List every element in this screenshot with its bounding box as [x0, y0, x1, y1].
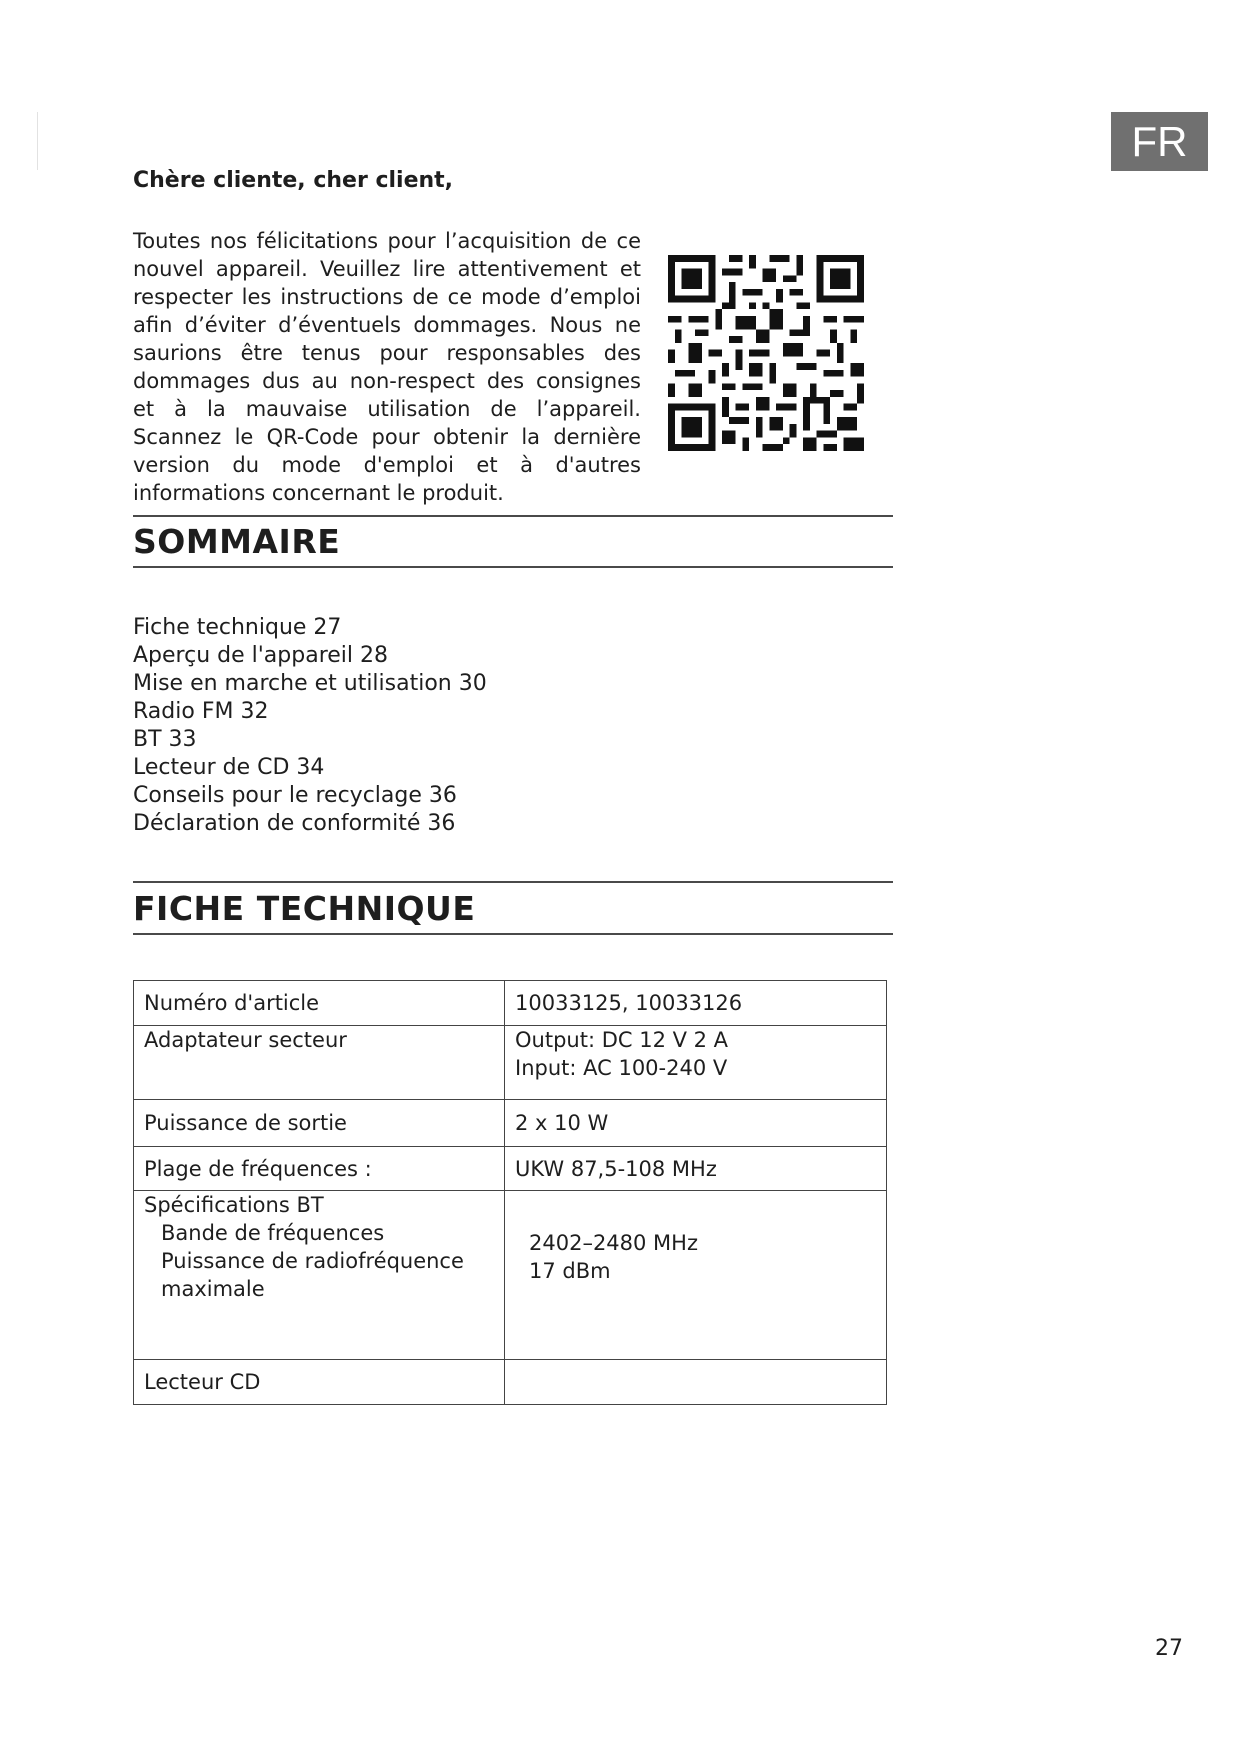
toc-item: Radio FM 32 [133, 699, 269, 724]
spec-label: Plage de fréquences : [134, 1147, 505, 1191]
spec-sublabel: Bande de fréquences [161, 1221, 385, 1245]
table-row [134, 1191, 887, 1360]
page-number: 27 [1155, 1636, 1183, 1661]
table-row [134, 1147, 887, 1191]
language-tab: FR [1111, 112, 1208, 171]
spec-value-cell [505, 1191, 887, 1360]
spec-value: 2402–2480 MHz [529, 1231, 698, 1255]
section-rule-top [133, 515, 893, 517]
toc-item: Conseils pour le recyclage 36 [133, 783, 457, 808]
section-rule-top [133, 881, 893, 883]
spec-value-cell [505, 1026, 887, 1100]
spec-label: Lecteur CD [134, 1360, 505, 1405]
spec-value: UKW 87,5-108 MHz [505, 1147, 887, 1191]
salutation: Chère cliente, cher client, [133, 168, 454, 193]
table-row [134, 1360, 887, 1405]
section-rule-bottom [133, 566, 893, 568]
spec-label: Adaptateur secteur [134, 1026, 505, 1100]
spec-value: Output: DC 12 V 2 A [515, 1028, 729, 1052]
spec-sublabel: Puissance de radiofréquence maximale [161, 1249, 464, 1301]
spec-value [505, 1360, 887, 1405]
table-row [134, 1100, 887, 1147]
section-rule-bottom [133, 933, 893, 935]
spec-label: Spécifications BT [144, 1193, 324, 1217]
spec-label: Numéro d'article [134, 981, 505, 1026]
spec-value: Input: AC 100-240 V [515, 1056, 728, 1080]
qr-code-icon [668, 252, 864, 454]
toc-title: SOMMAIRE [133, 522, 341, 561]
table-row [134, 981, 887, 1026]
toc-item: Déclaration de conformité 36 [133, 811, 456, 836]
spec-label: Puissance de sortie [134, 1100, 505, 1147]
spec-table [133, 980, 887, 1405]
toc-item: BT 33 [133, 727, 197, 752]
spec-label-cell [134, 1191, 505, 1360]
spec-value: 17 dBm [529, 1259, 611, 1283]
toc-item: Fiche technique 27 [133, 615, 342, 640]
spec-value: 2 x 10 W [505, 1100, 887, 1147]
toc-item: Mise en marche et utilisation 30 [133, 671, 487, 696]
table-row [134, 1026, 887, 1100]
spec-value: 10033125, 10033126 [505, 981, 887, 1026]
margin-line [37, 112, 38, 170]
intro-paragraph: Toutes nos félicitations pour l’acquisition de ce nouvel appareil. Veuillez lire attentivement et respecter les instructions de ce mode d’emploi afin d’éviter d’éventuels dommages. Nous ne saurions être tenus pour responsables des dommages dus au non-respect des consignes et à la mauvaise utilisation de l’appareil. Scannez le QR-Code pour obtenir la dernière version du mode d'emploi et à d'autres informations concernant le produit. [133, 229, 641, 505]
spec-title: FICHE TECHNIQUE [133, 889, 476, 928]
toc-item: Aperçu de l'appareil 28 [133, 643, 388, 668]
toc-item: Lecteur de CD 34 [133, 755, 325, 780]
toc-list [133, 614, 487, 838]
